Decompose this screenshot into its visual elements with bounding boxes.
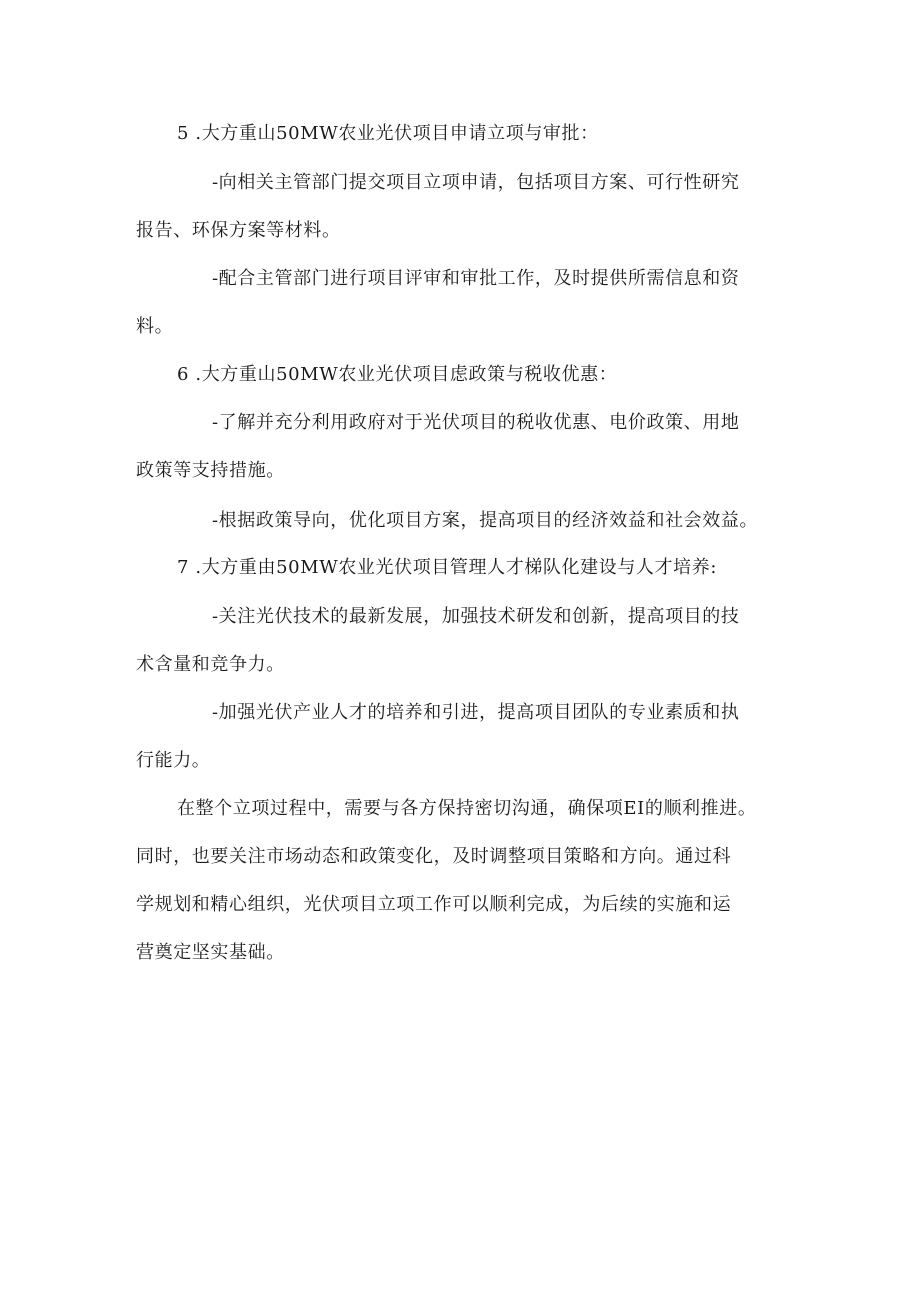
section-6-heading: 6 .大方重山50MW农业光伏项目虑政策与税收优惠： xyxy=(177,364,618,385)
section-7-heading: 7 .大方重由50MW农业光伏项目管理人才梯队化建设与人才培养: xyxy=(177,557,717,578)
conclusion-line-2: 同时，也要关注市场动态和政策变化，及时调整项目策略和方向。通过科 xyxy=(136,846,732,867)
section-6-bullet-1-line-1: -了解并充分利用政府对于光伏项目的税收优惠、电价政策、用地 xyxy=(212,412,740,433)
section-7-bullet-1-line-2: 术含量和竞争力。 xyxy=(136,654,285,675)
section-6-bullet-1-line-2: 政策等支持措施。 xyxy=(136,460,285,481)
section-5-bullet-1-line-2: 报告、环保方案等材料。 xyxy=(136,220,341,241)
conclusion-line-1: 在整个立项过程中，需要与各方保持密切沟通，确保项EI的顺利推进。 xyxy=(177,798,757,819)
section-7-bullet-1-line-1: -关注光伏技术的最新发展，加强技术研发和创新，提高项目的技 xyxy=(212,606,740,627)
section-7-bullet-2-line-2: 行能力。 xyxy=(136,750,211,771)
section-5-bullet-2-line-2: 料。 xyxy=(136,316,174,337)
section-7-bullet-2-line-1: -加强光伏产业人才的培养和引进，提高项目团队的专业素质和执 xyxy=(212,702,740,723)
section-5-heading: 5 .大方重山50MW农业光伏项目申请立项与审批： xyxy=(177,123,599,144)
conclusion-line-4: 营奠定坚实基础。 xyxy=(136,942,285,963)
section-5-bullet-1-line-1: -向相关主管部门提交项目立项申请，包括项目方案、可行性研究 xyxy=(212,172,740,193)
section-6-bullet-2-line-1: -根据政策导向，优化项目方案，提高项目的经济效益和社会效益。 xyxy=(212,510,759,531)
section-5-bullet-2-line-1: -配合主管部门进行项目评审和审批工作，及时提供所需信息和资 xyxy=(212,268,740,289)
conclusion-line-3: 学规划和精心组织，光伏项目立项工作可以顺利完成，为后续的实施和运 xyxy=(136,894,732,915)
